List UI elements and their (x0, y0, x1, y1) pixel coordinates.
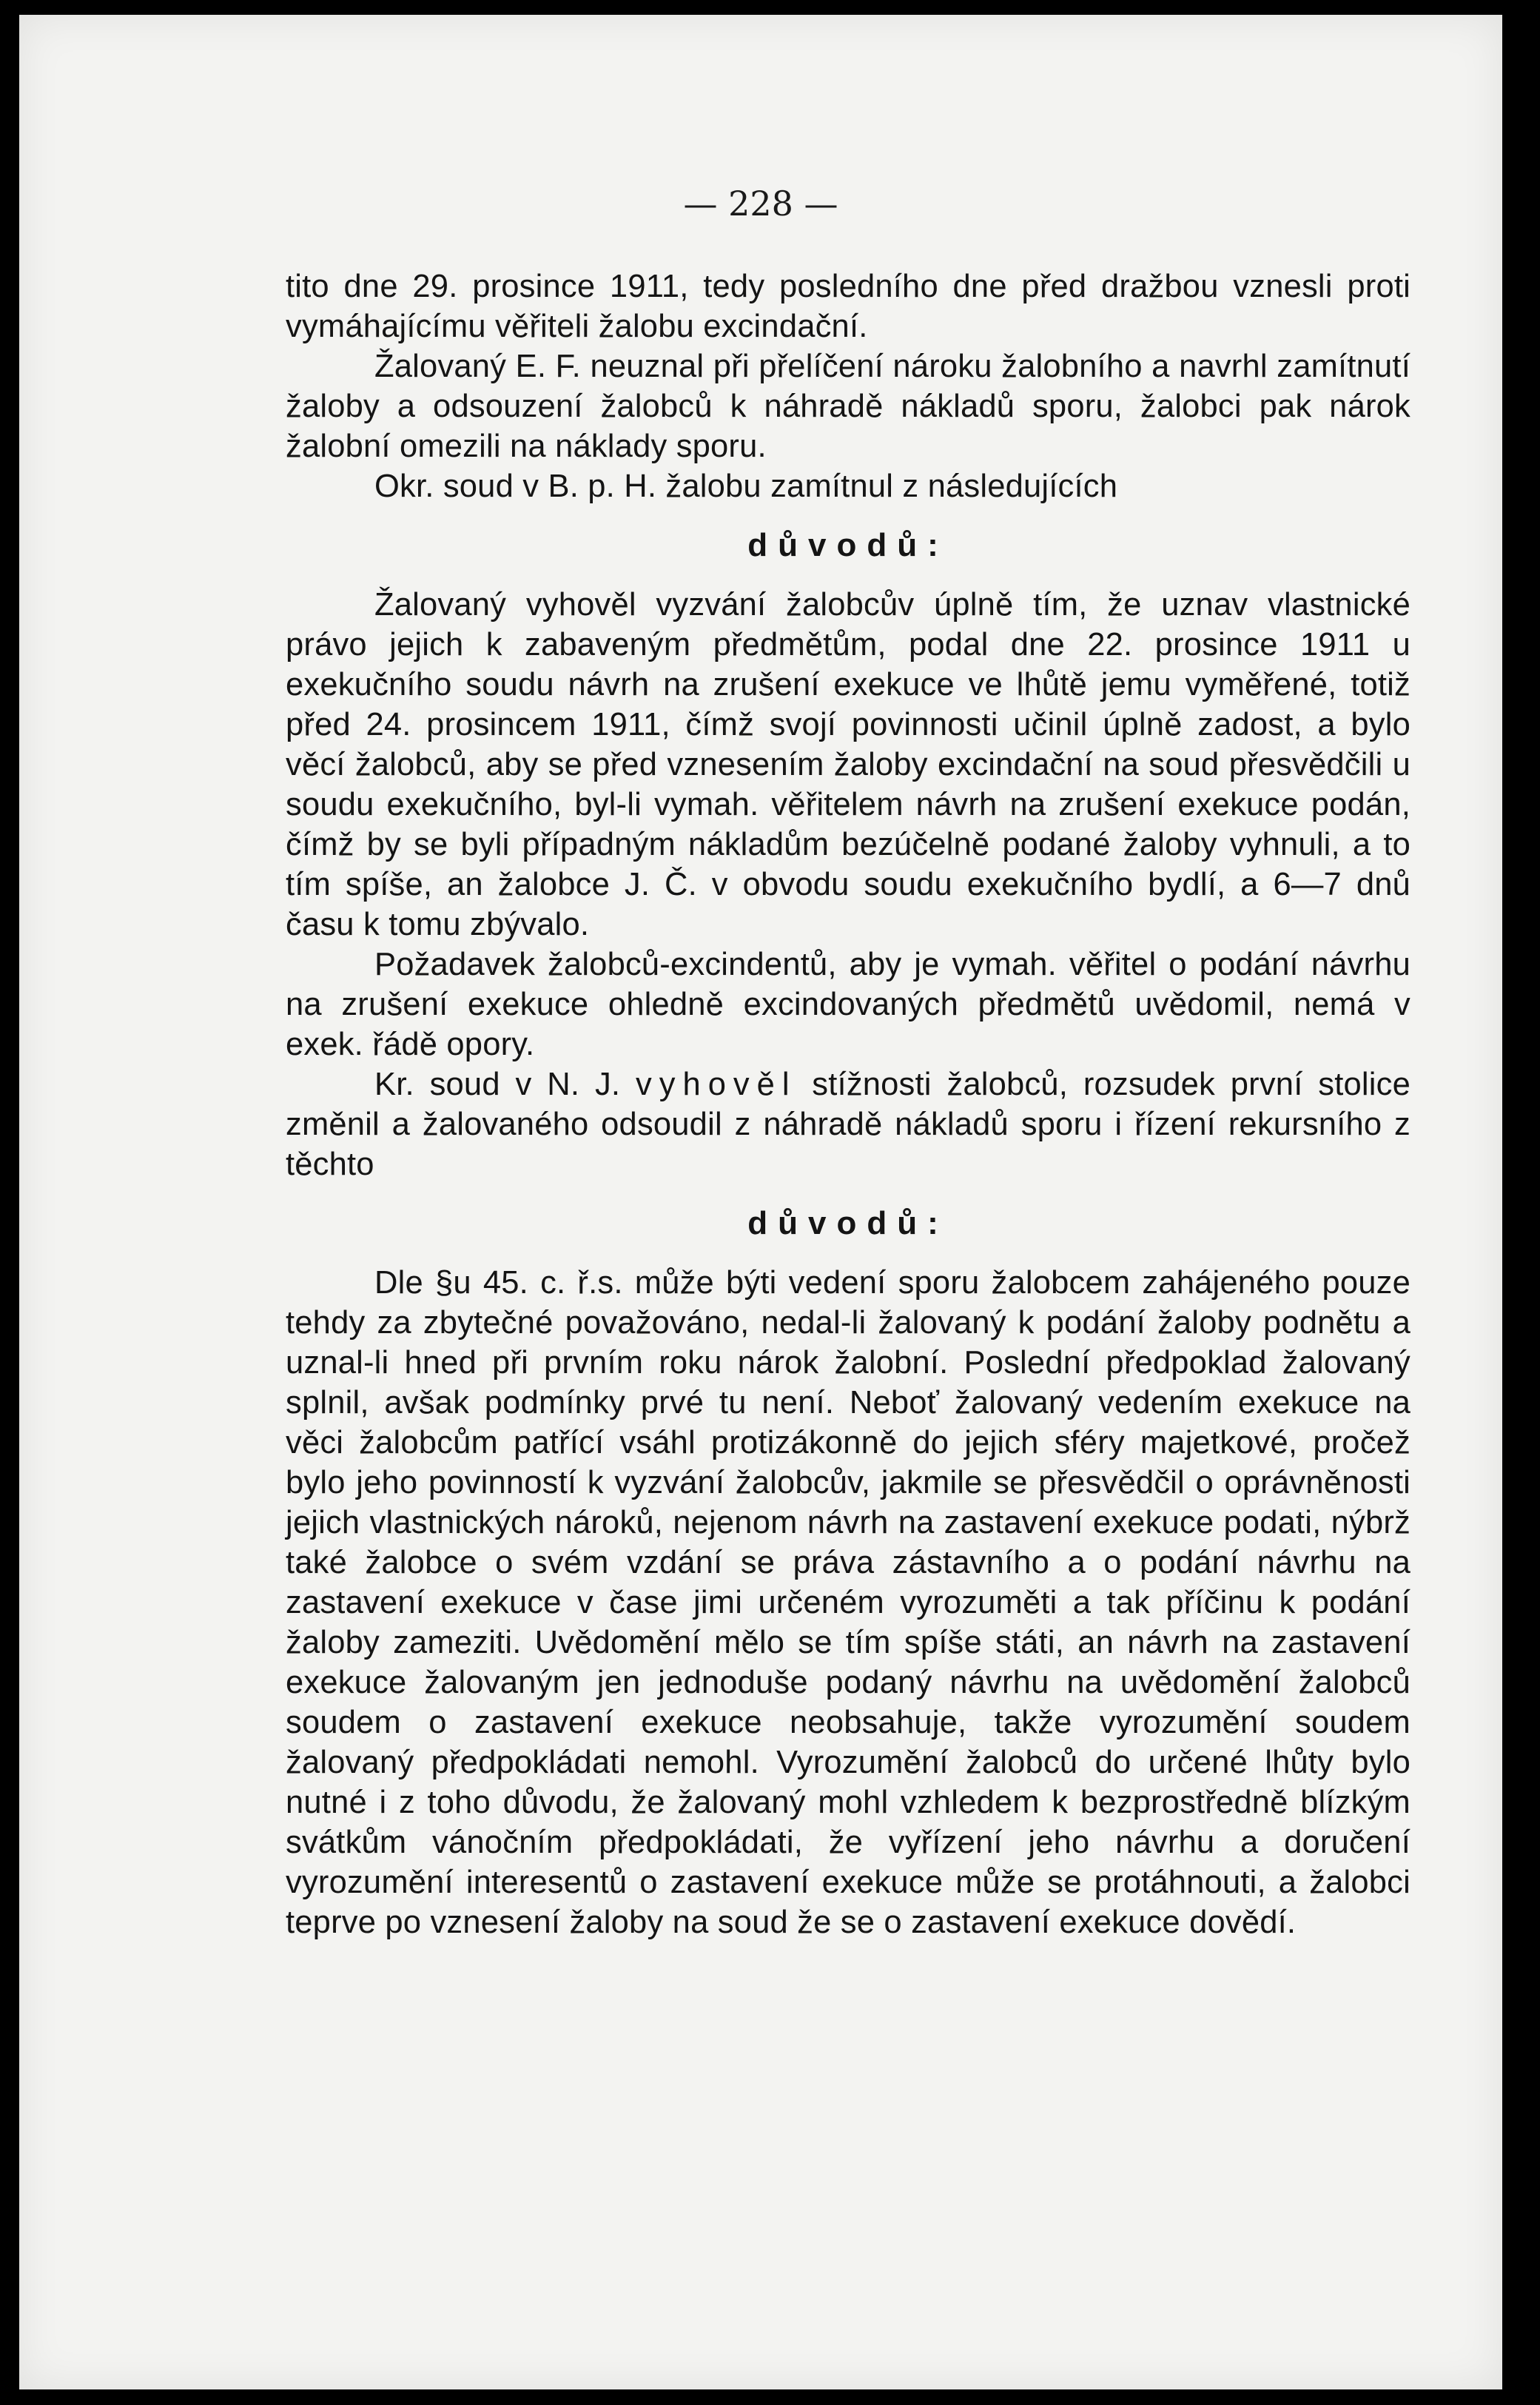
paragraph: Žalovaný E. F. neuznal při přelíčení nároku žalobního a navrhl zamítnutí žaloby a odsouzení žalobců k náhradě nákladů sporu, žalobci pak nárok žalobní omezili na náklady sporu. (286, 349, 1410, 464)
text-span: Kr. soud v N. J. (374, 1067, 636, 1102)
book-page (19, 15, 1502, 2389)
paragraph: tito dne 29. prosince 1911, tedy posledního dne před dražbou vznesli proti vymáhajícímu věřiteli žalobu excindační. (286, 269, 1410, 344)
paragraph: Okr. soud v B. p. H. žalobu zamítnul z následujících (374, 469, 1118, 504)
spaced-word: vyhověl (636, 1067, 797, 1102)
paragraph: Dle §u 45. c. ř.s. může býti vedení sporu žalobcem zahájeného pouze tehdy za zbytečné považováno, nedal-li žalovaný k podání žaloby podnětu a uznal-li hned při prvním roku nárok žalobní. Poslední předpoklad žalovaný splnil, avšak podmínky prvé tu není. Neboť žalovaný vedením exekuce na věci žalobcům patřící vsáhl protizákonně do jejich sféry majetkové, pročež bylo jeho povinností k vyzvání žalobcův, jakmile se přesvědčil o oprávněnosti jejich vlastnických nároků, nejenom návrh na zastavení exekuce podati, nýbrž také žalobce o svém vzdání se práva zástavního a o podání návrhu na zastavení exekuce v čase jimi určeném vyrozuměti a tak příčinu k podání žaloby zameziti. Uvědomění mělo se tím spíše státi, an návrh na zastavení exekuce žalovaným jen jednoduše podaný návrhu na uvědomění žalobců soudem o zastavení exekuce neobsahuje, takže vyrozumění soudem žalovaný předpokládati nemohl. Vyrozumění žalobců do určené lhůty bylo nutné i z toho důvodu, že žalovaný mohl vzhledem k bezprostředně blízkým svátkům vánočním předpokládati, že vyřízení jeho návrhu a doručení vyrozumění interesentů o zastavení exekuce může se protáhnouti, a žalobci teprve po vznesení žaloby na soud že se o zastavení exekuce dovědí. (286, 1265, 1410, 1940)
body-text (286, 266, 1410, 1942)
section-heading: důvodů: (747, 527, 949, 563)
paragraph-appeal-court (286, 1064, 1410, 1184)
page-number: — 228 — (683, 184, 838, 224)
paragraph: Žalovaný vyhověl vyzvání žalobcův úplně tím, že uznav vlastnické právo jejich k zabaveným předmětům, podal dne 22. prosince 1911 u exekučního soudu návrh na zrušení exekuce ve lhůtě jemu vyměřené, totiž před 24. prosincem 1911, čímž svojí povinnosti učinil úplně zadost, a bylo věcí žalobců, aby se před vznesením žaloby excindační na soud přesvědčili u soudu exekučního, byl-li vymah. věřitelem návrh na zrušení exekuce podán, čímž by se byli případným nákladům bezúčelně podané žaloby vyhnuli, a to tím spíše, an žalobce J. Č. v obvodu soudu exekučního bydlí, a 6—7 dnů času k tomu zbývalo. (286, 587, 1410, 942)
paragraph: Požadavek žalobců-excindentů, aby je vymah. věřitel o podání návrhu na zrušení exekuce ohledně excindovaných předmětů uvědomil, nemá v exek. řádě opory. (286, 947, 1410, 1062)
section-heading: důvodů: (747, 1205, 949, 1241)
text-span: stížnosti žalobců, rozsudek první stolice změnil a žalovaného odsoudil z náhradě nákladů sporu i řízení rekursního z těchto (286, 1067, 1410, 1182)
